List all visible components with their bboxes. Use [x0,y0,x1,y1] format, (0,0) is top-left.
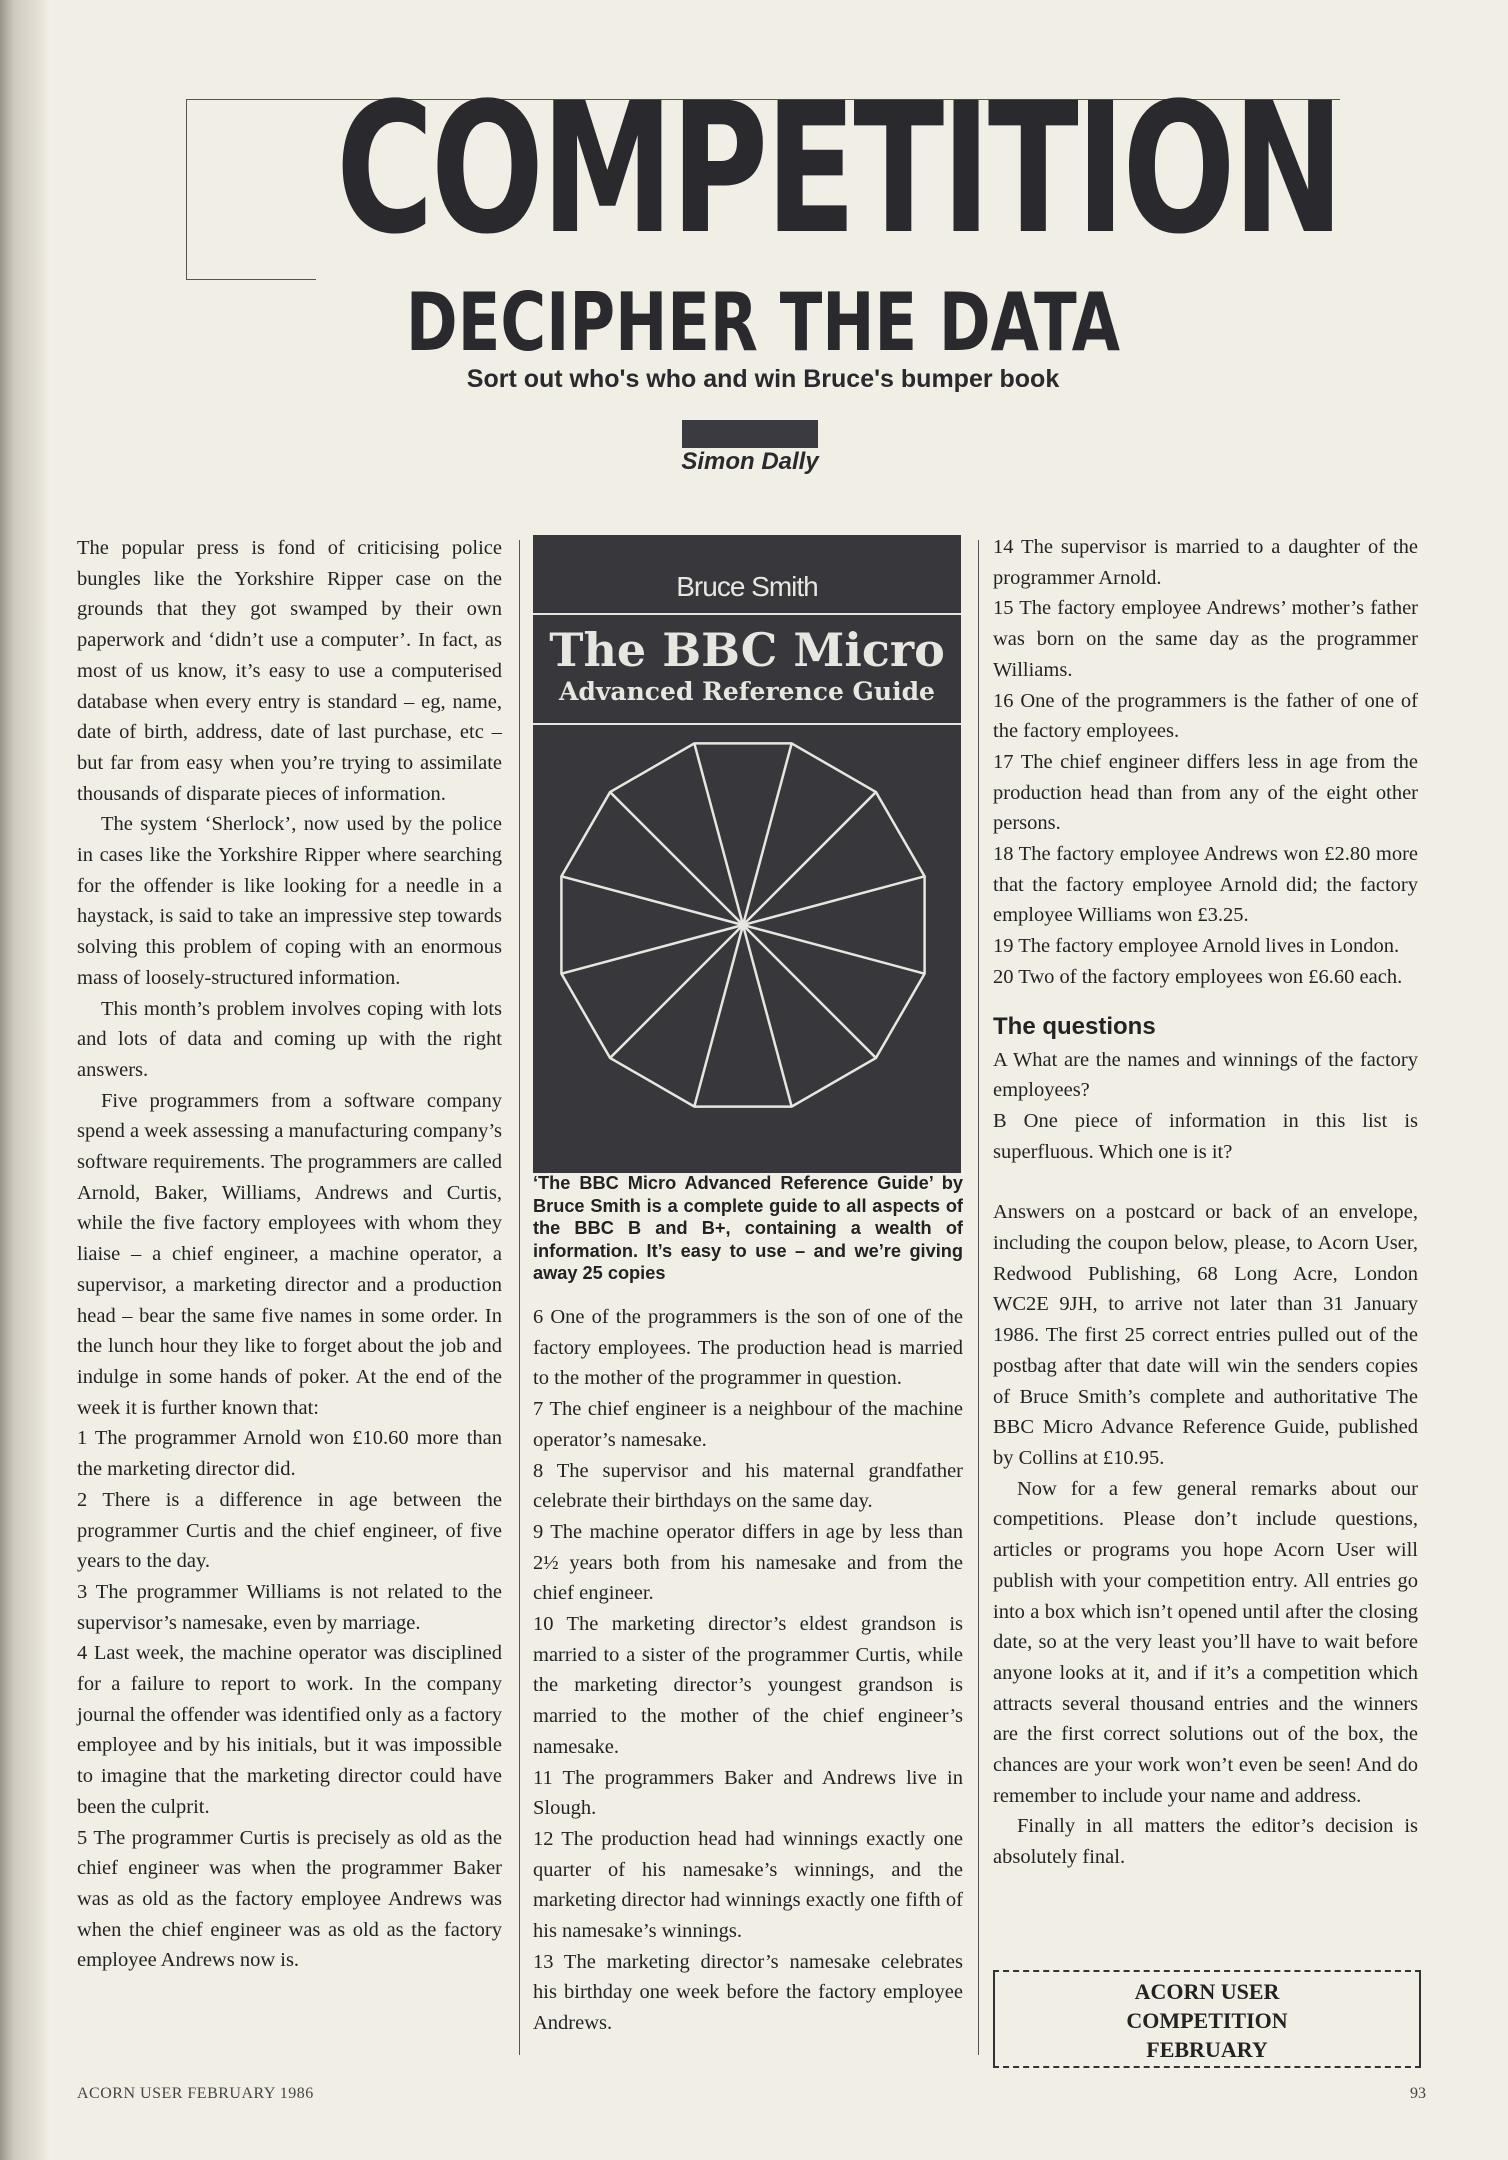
paragraph: This month’s problem involves coping with lots and lots of data and coming up with the right answers. [77,997,502,1081]
page-title: COMPETITION [336,65,1342,274]
clue-3: 3 The programmer Williams is not related to the supervisor’s namesake, even by marriage. [77,1580,502,1634]
paragraph: Answers on a postcard or back of an envelope, including the coupon below, please, to Acorn User, Redwood Publishing, 68 Long Acre, London WC2E 9JH, to arrive not later than 31 January 1986. The first 25 correct entries pulled out of the postbag after that date will win the senders copies of Bruce Smith’s complete and authoritative The BBC Micro Advance Reference Guide, published by Collins at £10.95. [993,1201,1418,1469]
clue-9: 9 The machine operator differs in age by less than 2½ years both from his namesake and from the chief engineer. [533,1520,963,1605]
clue-16: 16 One of the programmers is the father of one of the factory employees. [993,689,1418,743]
questions-heading: The questions [993,1012,1156,1040]
page-spine-shadow [0,0,50,2160]
clue-20: 20 Two of the factory employees won £6.60 each. [993,965,1403,988]
clue-8: 8 The supervisor and his maternal grandfather celebrate their birthdays on the same day. [533,1459,963,1513]
paragraph: The popular press is fond of criticising police bungles like the Yorkshire Ripper case on the grounds that they got swamped by their own paperwork and ‘didn’t use a computer’. In fact, as most of us know, it’s easy to use a computerised database when every entry is standard – eg, name, date of birth, address, date of last purchase, etc – but far from easy when you’re trying to assimilate thousands of disparate pieces of information. [77,537,502,805]
clue-10: 10 The marketing director’s eldest grandson is married to a sister of the programmer Curtis, while the marketing director’s youngest grandson is married to the mother of the chief engineer’s namesake. [533,1613,963,1758]
wheel-spoke [561,925,743,974]
clue-17: 17 The chief engineer differs less in age from the production head than from any of the eight other persons. [993,750,1418,835]
standfirst: Sort out who's who and win Bruce's bumper book [466,365,1060,393]
clue-1: 1 The programmer Arnold won £10.60 more than the marketing director did. [77,1427,502,1481]
coupon-line: FEBRUARY [1146,2037,1268,2062]
clue-12: 12 The production head had winnings exactly one quarter of his namesake’s winnings, and the marketing director had winnings exactly one fifth of his namesake’s winnings. [533,1827,963,1943]
clue-6: 6 One of the programmers is the son of one of the factory employees. The production head is married to the mother of the programmer in question. [533,1306,963,1390]
image-caption: ‘The BBC Micro Advanced Reference Guide’ by Bruce Smith is a complete guide to all aspects of the BBC B and B+, containing a wealth of information. It’s easy to use – and we’re giving away 25 copies [533,1173,963,1283]
paragraph: Now for a few general remarks about our competitions. Please don’t include questions, articles or programs you hope Acorn User will publish with your competition entry. All entries go into a box which isn’t opened until after the closing date, so at the very least you’ll have to wait before anyone looks at it, and if it’s a competition which attracts several thousand entries and the winners are the first correct solutions out of the box, the chances are your work won’t even be seen! And do remember to include your name and address. [993,1477,1418,1807]
paragraph: The system ‘Sherlock’, now used by the police in cases like the Yorkshire Ripper where searching for the offender is like looking for a needle in a haystack, is said to take an impressive step towards solving this problem of coping with an enormous mass of loosely-structured information. [77,813,502,989]
page-number: 93 [1410,2085,1426,2102]
wheel-spoke [743,743,792,925]
paragraph: Five programmers from a software company spend a week assessing a manufacturing company’s software requirements. The programmers are called Arnold, Baker, Williams, Andrews and Curtis, while the five factory employees with whom they liaise – a chief engineer, a machine operator, a supervisor, a marketing director and a production head – bear the same five names in some order. In the lunch hour they like to forget about the job and indulge in some hands of poker. At the end of the week it is further known that: [77,1089,502,1419]
column-divider [978,540,979,2055]
wheel-spoke [694,925,743,1107]
clue-7: 7 The chief engineer is a neighbour of the machine operator’s namesake. [533,1398,963,1451]
article-column-3 [993,532,1418,1873]
clue-4: 4 Last week, the machine operator was disciplined for a failure to report to work. In the company journal the offender was identified only as a factory employee and by his initials, but it was impossible to imagine that the marketing director could have been the culprit. [77,1642,502,1818]
wheel-spoke [610,792,743,925]
clue-11: 11 The programmers Baker and Andrews live in Slough. [533,1766,963,1820]
competition-coupon [993,1970,1421,2068]
question-b: B One piece of information in this list is superfluous. Which one is it? [993,1109,1418,1163]
cover-subtitle: Advanced Reference Guide [559,677,935,706]
headline-rule [186,279,316,280]
wheel-spoke [561,876,743,925]
wheel-spoke [743,876,925,925]
dodecagon-wheel-graphic [533,725,961,1173]
question-a: A What are the names and winnings of the factory employees? [993,1048,1418,1102]
wheel-spoke [743,925,792,1107]
clue-13: 13 The marketing director’s namesake celebrates his birthday one week before the factory employee Andrews. [533,1950,963,2035]
book-cover-image [533,535,961,1173]
byline: Simon Dally [681,448,819,475]
column-divider [519,540,520,2055]
headline-rule [186,99,187,279]
coupon-line: ACORN USER [1134,1979,1280,2004]
wheel-spoke [743,925,925,974]
wheel-spoke [743,925,876,1058]
clue-19: 19 The factory employee Arnold lives in London. [993,935,1400,958]
wheel-spoke [694,743,743,925]
article-column-1 [77,533,502,1976]
coupon-line: COMPETITION [1126,2008,1288,2033]
clue-18: 18 The factory employee Andrews won £2.80 more that the factory employee Arnold did; the factory employee Williams won £3.25. [993,843,1418,927]
clue-14: 14 The supervisor is married to a daughter of the programmer Arnold. [993,536,1418,589]
article-title: DECIPHER THE DATA [405,276,1121,369]
running-footer: ACORN USER FEBRUARY 1986 [77,2085,314,2102]
cover-title: The BBC Micro [549,623,945,677]
clue-2: 2 There is a difference in age between the programmer Curtis and the chief engineer, of five years to the day. [77,1488,502,1573]
clue-15: 15 The factory employee Andrews’ mother’s father was born on the same day as the programmer Williams. [993,597,1418,681]
article-column-2 [533,1302,963,2039]
clue-5: 5 The programmer Curtis is precisely as old as the chief engineer was when the programmer Baker was as old as the factory employee Andrews was when the chief engineer was as old as the factory employee Andrews now is. [77,1826,502,1972]
cover-author: Bruce Smith [676,571,818,602]
byline-bar [682,420,818,448]
wheel-spoke [743,792,876,925]
cover-rule [533,613,961,615]
wheel-spoke [610,925,743,1058]
paragraph: Finally in all matters the editor’s decision is absolutely final. [993,1815,1418,1869]
